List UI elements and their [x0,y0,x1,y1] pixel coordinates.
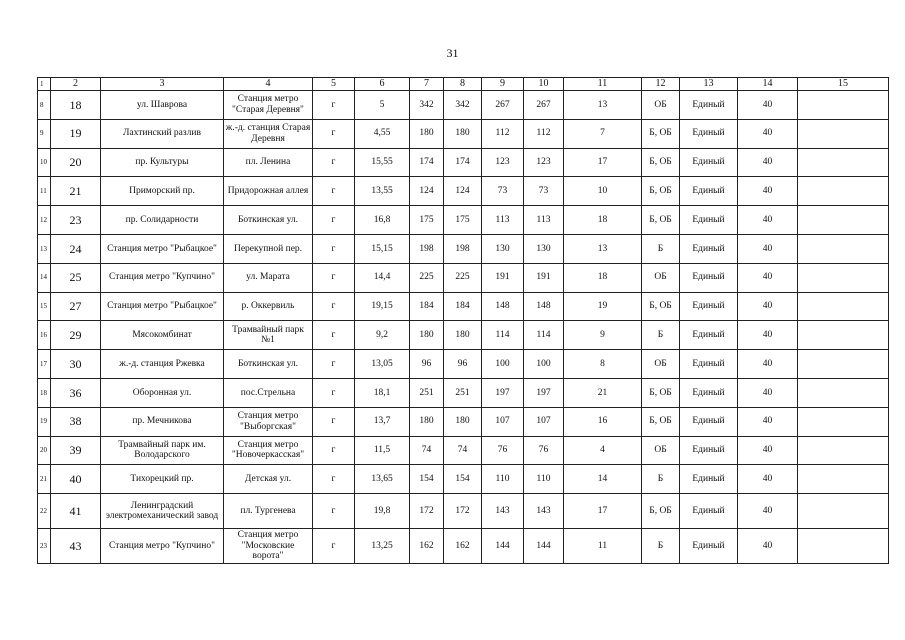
table-cell: г [313,529,355,564]
table-cell: 40 [738,292,798,321]
column-header: 1 [38,78,51,91]
table-cell: 162 [410,529,444,564]
table-cell: Б, ОБ [642,494,680,529]
table-cell: 13 [38,234,51,263]
table-cell: Единый [680,378,738,407]
table-cell: 14,4 [355,263,410,292]
table-cell: 40 [738,177,798,206]
table-row [38,263,889,292]
table-cell: 13,7 [355,407,410,436]
table-cell: 267 [524,91,564,120]
table-cell: 4,55 [355,119,410,148]
table-cell [798,494,889,529]
table-cell: г [313,378,355,407]
table-cell: Единый [680,292,738,321]
table-cell [798,436,889,465]
table-cell: г [313,263,355,292]
table-cell: 73 [482,177,524,206]
table-cell: Станция метро "Выборгская" [224,407,313,436]
table-cell: 43 [51,529,101,564]
table-cell: 41 [51,494,101,529]
table-cell: Трамвайный парк №1 [224,321,313,350]
column-header: 4 [224,78,313,91]
table-cell: 9 [564,321,642,350]
table-cell: 13,25 [355,529,410,564]
table-cell: 8 [564,350,642,379]
table-cell: 180 [410,407,444,436]
table-cell: 13 [564,91,642,120]
table-cell: 40 [738,529,798,564]
table-cell: Б, ОБ [642,206,680,235]
table-cell: 175 [410,206,444,235]
table-cell: г [313,119,355,148]
table-row [38,378,889,407]
table-cell: 110 [482,465,524,494]
table-cell: 40 [738,91,798,120]
table-cell: 180 [444,321,482,350]
table-cell: 16,8 [355,206,410,235]
table-cell: 123 [524,148,564,177]
table-cell: 40 [738,465,798,494]
table-cell: 19 [564,292,642,321]
column-header: 9 [482,78,524,91]
table-cell: 130 [524,234,564,263]
table-cell: Приморский пр. [101,177,224,206]
table-cell: 76 [482,436,524,465]
table-cell: 40 [738,350,798,379]
table-cell: пр. Мечникова [101,407,224,436]
table-cell: 342 [410,91,444,120]
table-cell: 11 [38,177,51,206]
table-cell: г [313,350,355,379]
table-cell [798,292,889,321]
table-cell: 267 [482,91,524,120]
table-cell: Единый [680,350,738,379]
table-cell: Единый [680,148,738,177]
table-row [38,494,889,529]
column-header: 11 [564,78,642,91]
table-cell: 74 [410,436,444,465]
table-cell: Единый [680,465,738,494]
table-cell: 130 [482,234,524,263]
table-cell: 18,1 [355,378,410,407]
table-cell: 112 [524,119,564,148]
table-cell: 40 [738,263,798,292]
table-cell: г [313,206,355,235]
table-cell: 74 [444,436,482,465]
table-cell: 16 [564,407,642,436]
table-cell: 36 [51,378,101,407]
table-cell: 143 [524,494,564,529]
table-cell: г [313,177,355,206]
table-row [38,119,889,148]
table-cell: 15,15 [355,234,410,263]
table-cell: 19,15 [355,292,410,321]
table-cell: Станция метро "Рыбацкое" [101,292,224,321]
table-cell: 29 [51,321,101,350]
table-cell: Станция метро "Старая Деревня" [224,91,313,120]
table-cell: Боткинская ул. [224,206,313,235]
table-cell: 18 [38,378,51,407]
table-cell: 191 [482,263,524,292]
table-cell: 4 [564,436,642,465]
table-cell: г [313,234,355,263]
table-cell [798,529,889,564]
table-cell: г [313,292,355,321]
column-header: 15 [798,78,889,91]
table-cell [798,378,889,407]
table-row [38,321,889,350]
table-row [38,436,889,465]
table-cell: 10 [564,177,642,206]
table-cell: 198 [444,234,482,263]
table-cell: 40 [738,378,798,407]
table-cell: 22 [38,494,51,529]
table-cell: 25 [51,263,101,292]
table-cell: ж.-д. станция Ржевка [101,350,224,379]
table-cell: 144 [482,529,524,564]
table-cell: 113 [482,206,524,235]
table-cell: Станция метро "Рыбацкое" [101,234,224,263]
table-cell: Б, ОБ [642,148,680,177]
table-cell [798,234,889,263]
table-cell: 342 [444,91,482,120]
table-cell: ОБ [642,91,680,120]
table-cell: Б [642,234,680,263]
column-header: 14 [738,78,798,91]
table-cell: 180 [444,119,482,148]
table-cell: 11,5 [355,436,410,465]
table-cell: 21 [564,378,642,407]
column-header: 5 [313,78,355,91]
table-cell: Единый [680,321,738,350]
column-header: 2 [51,78,101,91]
table-cell: 144 [524,529,564,564]
table-cell: Б [642,465,680,494]
table-cell: 17 [38,350,51,379]
table-cell: пл. Тургенева [224,494,313,529]
table-cell: 96 [410,350,444,379]
table-cell: ОБ [642,263,680,292]
table-header-row [38,78,889,91]
table-cell: 23 [51,206,101,235]
table-cell: Единый [680,436,738,465]
table-cell: Ленинградский электромеханический завод [101,494,224,529]
page-number: 31 [446,46,459,60]
table-row [38,529,889,564]
table-cell: 114 [482,321,524,350]
table-cell: 9 [38,119,51,148]
table-cell: 18 [564,206,642,235]
table-cell: ОБ [642,436,680,465]
table-cell: г [313,436,355,465]
table-cell: 225 [410,263,444,292]
table-cell: Единый [680,407,738,436]
table-cell: 16 [38,321,51,350]
table-cell: 112 [482,119,524,148]
table-cell: Единый [680,234,738,263]
table-cell [798,321,889,350]
table-cell: 180 [410,119,444,148]
table-cell: 8 [38,91,51,120]
table-cell: 14 [38,263,51,292]
table-row [38,148,889,177]
table-cell: 73 [524,177,564,206]
table-row [38,234,889,263]
table-cell: 197 [524,378,564,407]
table-cell: 19 [38,407,51,436]
table-cell: Б, ОБ [642,407,680,436]
table-cell: ж.-д. станция Старая Деревня [224,119,313,148]
table-cell [798,263,889,292]
table-cell: 114 [524,321,564,350]
table-cell: 12 [38,206,51,235]
column-header: 3 [101,78,224,91]
table-row [38,206,889,235]
table-cell: 100 [482,350,524,379]
table-cell: Мясокомбинат [101,321,224,350]
table-cell: 27 [51,292,101,321]
table-cell [798,465,889,494]
table-cell: Станция метро "Купчино" [101,263,224,292]
table-cell: 40 [738,234,798,263]
table-cell: р. Оккервиль [224,292,313,321]
table-cell: 172 [410,494,444,529]
table-cell: пос.Стрельна [224,378,313,407]
table-cell: 17 [564,494,642,529]
table-cell: 107 [482,407,524,436]
table-cell: 21 [38,465,51,494]
table-cell: 21 [51,177,101,206]
table-cell: 110 [524,465,564,494]
table-cell [798,148,889,177]
table-row [38,292,889,321]
table-cell: 15,55 [355,148,410,177]
table-cell: г [313,465,355,494]
table-cell: Станция метро "Купчино" [101,529,224,564]
table-cell: Придорожная аллея [224,177,313,206]
table-cell: Единый [680,206,738,235]
table-cell: Боткинская ул. [224,350,313,379]
table-cell: ул. Шаврова [101,91,224,120]
table-cell: 30 [51,350,101,379]
table-cell: г [313,91,355,120]
table-cell: 13,65 [355,465,410,494]
table-cell: 180 [410,321,444,350]
table-cell: 154 [410,465,444,494]
table-row [38,407,889,436]
table-cell: 143 [482,494,524,529]
table-cell: Станция метро "Московские ворота" [224,529,313,564]
table-cell: 17 [564,148,642,177]
table-cell: 197 [482,378,524,407]
table-cell: 113 [524,206,564,235]
table-cell: Единый [680,177,738,206]
table-cell: Детская ул. [224,465,313,494]
table-cell: 251 [410,378,444,407]
table-cell: Единый [680,263,738,292]
table-cell [798,119,889,148]
table-cell: 174 [410,148,444,177]
table-cell: 40 [738,407,798,436]
table-cell: Единый [680,91,738,120]
table-cell: 180 [444,407,482,436]
column-header: 6 [355,78,410,91]
table-cell: 24 [51,234,101,263]
table-cell: 184 [444,292,482,321]
table-cell: г [313,407,355,436]
table-cell: 124 [444,177,482,206]
table-cell: 100 [524,350,564,379]
table-cell: 225 [444,263,482,292]
table-cell: 19 [51,119,101,148]
table-cell: Б [642,529,680,564]
table-cell: 174 [444,148,482,177]
table-cell: 40 [738,119,798,148]
table-cell: 148 [524,292,564,321]
table-cell: 154 [444,465,482,494]
route-table [37,77,889,564]
table-cell: 9,2 [355,321,410,350]
table-cell: 7 [564,119,642,148]
table-cell: 11 [564,529,642,564]
table-cell: 13 [564,234,642,263]
table-cell: 13,05 [355,350,410,379]
table-cell: 39 [51,436,101,465]
table-cell: Б [642,321,680,350]
table-cell: ул. Марата [224,263,313,292]
table-cell: пл. Ленина [224,148,313,177]
table-cell: 19,8 [355,494,410,529]
table-cell: 172 [444,494,482,529]
table-cell: 198 [410,234,444,263]
table-cell: Единый [680,494,738,529]
table-cell [798,206,889,235]
table-cell: 251 [444,378,482,407]
table-cell: 124 [410,177,444,206]
table-cell: 18 [51,91,101,120]
table-cell [798,91,889,120]
table-row [38,350,889,379]
table-cell: 14 [564,465,642,494]
table-cell: 10 [38,148,51,177]
table-cell: 18 [564,263,642,292]
table-cell: 13,55 [355,177,410,206]
table-cell: 148 [482,292,524,321]
column-header: 7 [410,78,444,91]
table-cell: Б, ОБ [642,292,680,321]
column-header: 8 [444,78,482,91]
table-cell: пр. Солидарности [101,206,224,235]
table-cell: пр. Культуры [101,148,224,177]
table-row [38,91,889,120]
table-cell: 96 [444,350,482,379]
table-cell: 175 [444,206,482,235]
table-row [38,177,889,206]
table-cell: 20 [51,148,101,177]
table-cell: ОБ [642,350,680,379]
table-cell: 191 [524,263,564,292]
table-cell: 40 [51,465,101,494]
table-cell: 40 [738,494,798,529]
column-header: 12 [642,78,680,91]
table-cell: 123 [482,148,524,177]
table-cell: Б, ОБ [642,119,680,148]
column-header: 13 [680,78,738,91]
table-cell: 15 [38,292,51,321]
table-cell: Б, ОБ [642,378,680,407]
table-cell [798,350,889,379]
table-cell: 107 [524,407,564,436]
table-cell [798,177,889,206]
table-cell: 40 [738,148,798,177]
table-cell: 184 [410,292,444,321]
table-row [38,465,889,494]
table-cell: 40 [738,436,798,465]
table-cell: Тихорецкий пр. [101,465,224,494]
table-cell [798,407,889,436]
table-cell: Перекупной пер. [224,234,313,263]
table-cell: 38 [51,407,101,436]
table-cell: 23 [38,529,51,564]
table-cell: Единый [680,119,738,148]
table-cell: Б, ОБ [642,177,680,206]
column-header: 10 [524,78,564,91]
table-cell: Единый [680,529,738,564]
table-cell: 76 [524,436,564,465]
table-cell: Оборонная ул. [101,378,224,407]
table-cell: 40 [738,321,798,350]
table-cell: г [313,148,355,177]
table-cell: Лахтинский разлив [101,119,224,148]
table-cell: 20 [38,436,51,465]
table-cell: Станция метро "Новочеркасская" [224,436,313,465]
table-cell: г [313,321,355,350]
table-cell: 162 [444,529,482,564]
table-cell: 40 [738,206,798,235]
table-cell: г [313,494,355,529]
table-cell: Трамвайный парк им. Володарского [101,436,224,465]
table-cell: 5 [355,91,410,120]
